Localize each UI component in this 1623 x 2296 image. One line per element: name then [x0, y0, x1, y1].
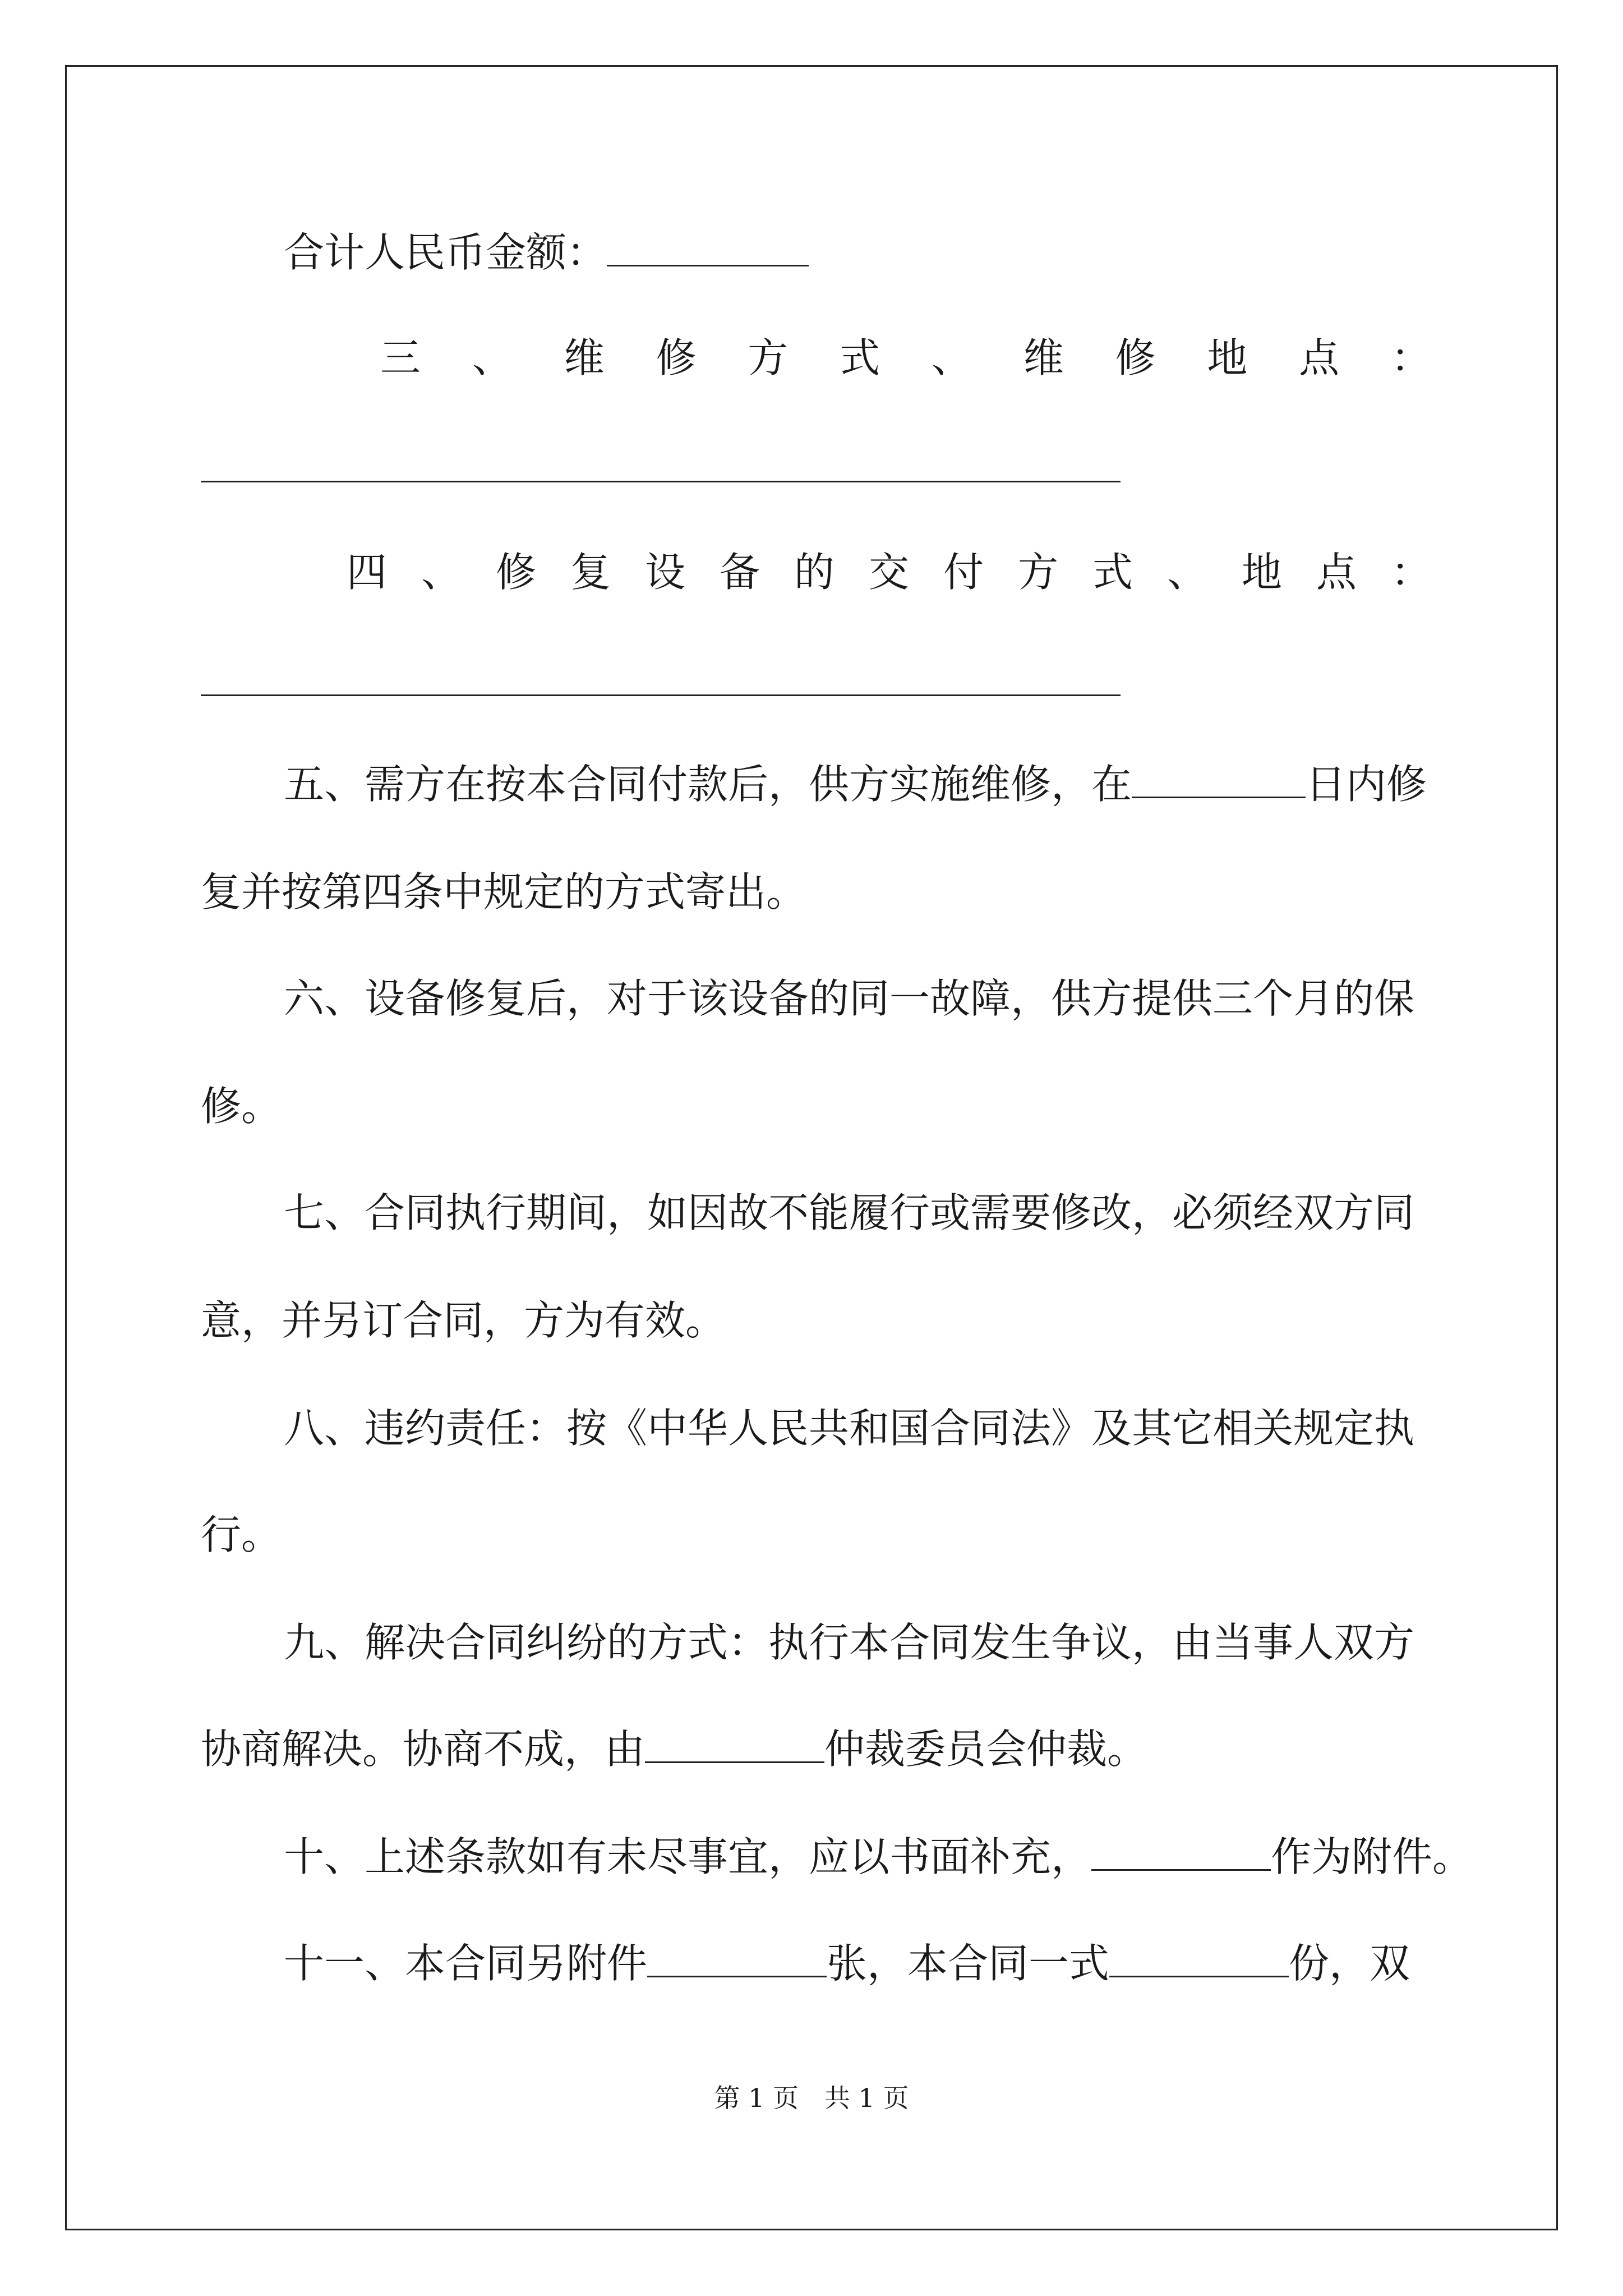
clause-7-continuation: 意，并另订合同，方为有效。: [201, 1297, 726, 1344]
copies-count-blank[interactable]: [1109, 1931, 1289, 1977]
attachment-count-blank[interactable]: [647, 1931, 827, 1977]
page-footer: [0, 2081, 1623, 2115]
total-amount-blank[interactable]: [607, 220, 809, 266]
clause-6-line-1: [201, 965, 1431, 1032]
clause-3-heading: [201, 324, 1431, 392]
clause-10-prefix: 十、上述条款如有未尽事宜，应以书面补充，: [284, 1833, 1092, 1880]
clause-10-attachment-blank[interactable]: [1091, 1824, 1271, 1871]
clause-10-line: [201, 1823, 1473, 1890]
clause-6-text: 六、设备修复后，对于该设备的同一故障，供方提供三个月的保: [284, 975, 1415, 1022]
clause-4-blank-rule[interactable]: [201, 694, 1121, 696]
clause-8-line-1: [201, 1395, 1431, 1462]
clause-5-prefix: 五、需方在按本合同付款后，供方实施维修，在: [284, 761, 1132, 808]
clause-5-suffix: 日内修: [1306, 761, 1427, 808]
clause-6-line-2: [201, 1073, 1431, 1140]
clause-5-line-1: [201, 751, 1431, 818]
clause-11-line: [201, 1930, 1431, 1997]
clause-8-continuation: 行。: [201, 1511, 282, 1558]
total-amount-label: 合计人民币金额：: [284, 229, 607, 276]
clause-3-blank-rule[interactable]: [201, 481, 1121, 482]
clause-4-text: 四 、 修 复 设 备 的 交 付 方 式 、 地 点 ：: [347, 549, 1431, 596]
clause-4-heading: [201, 539, 1431, 606]
clause-11-middle: 张，本合同一式: [827, 1940, 1110, 1987]
clause-9-suffix: 仲裁委员会仲裁。: [824, 1726, 1148, 1773]
clause-5-continuation: 复并按第四条中规定的方式寄出。: [201, 868, 807, 915]
arbitration-committee-blank[interactable]: [645, 1717, 824, 1763]
clause-6-continuation: 修。: [201, 1083, 282, 1130]
clause-7-text: 七、合同执行期间，如因故不能履行或需要修改，必须经双方同: [284, 1189, 1415, 1236]
clause-9-line-2: [201, 1715, 1431, 1783]
clause-5-line-2: [201, 858, 1431, 926]
clause-9-line-1: [201, 1609, 1431, 1676]
clause-8-text: 八、违约责任：按《中华人民共和国合同法》及其它相关规定执: [284, 1405, 1415, 1452]
clause-11-suffix: 份，双: [1289, 1940, 1410, 1987]
total-amount-line: [201, 219, 1431, 286]
clause-8-line-2: [201, 1501, 1431, 1568]
page-number-label: 第 1 页 共 1 页: [714, 2083, 909, 2113]
clause-7-line-2: [201, 1287, 1431, 1354]
clause-10-suffix: 作为附件。: [1271, 1833, 1473, 1880]
clause-11-prefix: 十一、本合同另附件: [284, 1940, 648, 1987]
clause-7-line-1: [201, 1179, 1431, 1246]
clause-5-days-blank[interactable]: [1132, 752, 1306, 798]
clause-9-prefix: 协商解决。协商不成，由: [201, 1726, 645, 1773]
clause-9-text: 九、解决合同纠纷的方式：执行本合同发生争议，由当事人双方: [284, 1619, 1415, 1666]
clause-3-text: 三 、 维 修 方 式 、 维 修 地 点 ：: [380, 334, 1431, 381]
